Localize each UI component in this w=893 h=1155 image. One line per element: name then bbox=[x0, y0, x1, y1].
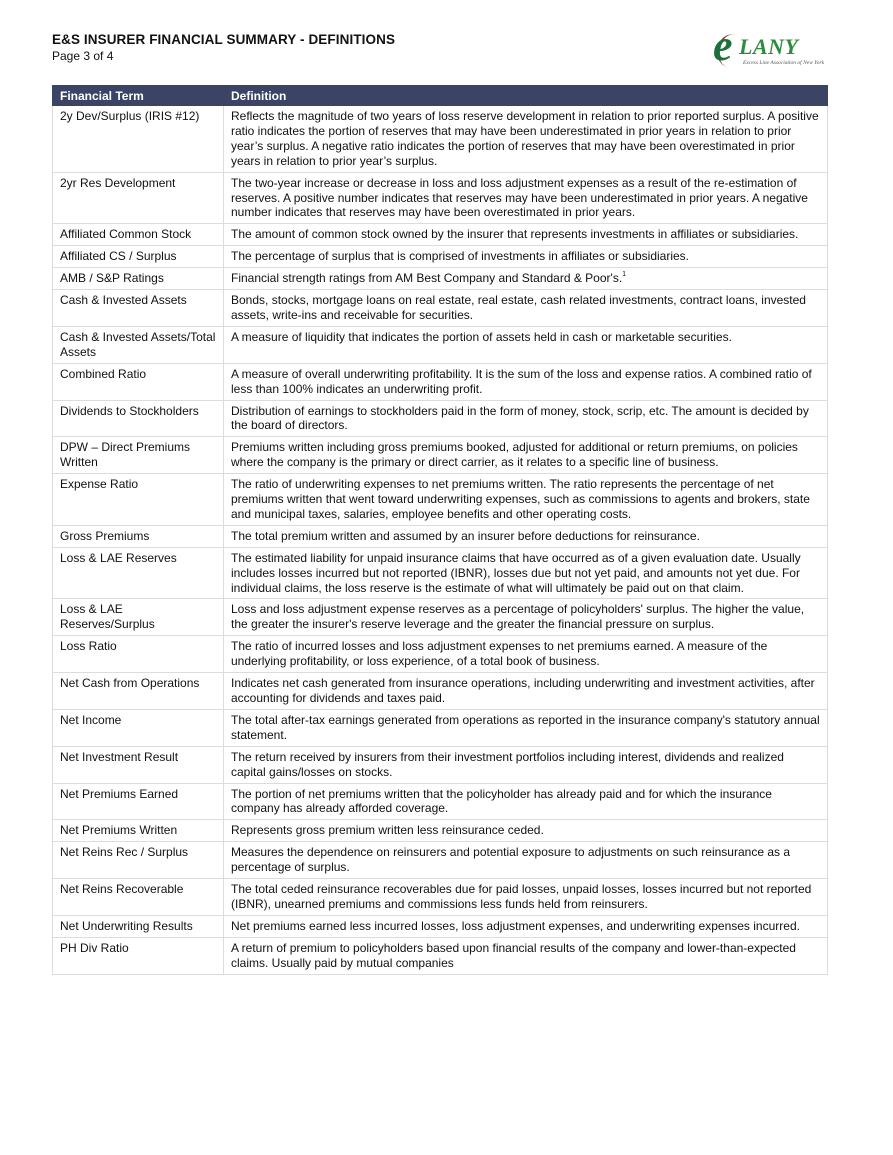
logo-tagline: Excess Line Association of New York bbox=[743, 60, 825, 66]
financial-term: Net Investment Result bbox=[53, 746, 224, 783]
column-header-term: Financial Term bbox=[53, 86, 224, 106]
definition bbox=[224, 106, 828, 173]
financial-term: Loss & LAE Reserves bbox=[53, 547, 224, 599]
definition bbox=[224, 290, 828, 327]
table-header-row bbox=[53, 86, 828, 106]
definition-text: The portion of net premiums written that the policyholder has already paid and for which the insurance company has already afforded coverage. bbox=[231, 786, 772, 816]
definition-text: The percentage of surplus that is comprised of investments in affiliates or subsidiaries. bbox=[231, 249, 690, 264]
table-row bbox=[53, 842, 828, 879]
definition bbox=[224, 599, 828, 636]
financial-term: Net Premiums Earned bbox=[53, 783, 224, 820]
financial-term: Cash & Invested Assets/Total Assets bbox=[53, 326, 224, 363]
logo-letter-e: e bbox=[713, 21, 733, 70]
table-row bbox=[53, 172, 828, 224]
financial-term: Cash & Invested Assets bbox=[53, 290, 224, 327]
definition bbox=[224, 363, 828, 400]
definitions-table bbox=[52, 85, 828, 975]
table-row bbox=[53, 746, 828, 783]
table-row bbox=[53, 437, 828, 474]
table-row bbox=[53, 326, 828, 363]
financial-term: Net Income bbox=[53, 709, 224, 746]
definition-text: The two-year increase or decrease in loss and loss adjustment expenses as a result of the re-estimation of reserves. A positive number indicates that reserves may have been underestimated in prior years. A negative number indicates that reserves may have been overestimated in prior years. bbox=[231, 175, 808, 220]
definition-text: The amount of common stock owned by the insurer that represents investments in affiliates or subsidiaries. bbox=[231, 227, 799, 242]
definition-text: Financial strength ratings from AM Best Company and Standard & Poor's. bbox=[231, 271, 623, 286]
definition bbox=[224, 525, 828, 547]
table-row bbox=[53, 636, 828, 673]
definition bbox=[224, 224, 828, 246]
definition-text: The return received by insurers from their investment portfolios including interest, dividends and realized capital gains/losses on stocks. bbox=[231, 749, 784, 779]
financial-term: Combined Ratio bbox=[53, 363, 224, 400]
definition bbox=[224, 746, 828, 783]
definition-text: Reflects the magnitude of two years of loss reserve development in relation to prior reported surplus. A positive ratio indicates the portion of reserves that may have been underestimated in prior years in relation to prior year’s surplus. A negative ratio indicates the portion of reserves that may have been overestimated in prior years in relation to prior year’s surplus. bbox=[231, 109, 819, 168]
financial-term: Dividends to Stockholders bbox=[53, 400, 224, 437]
definition-text: The total premium written and assumed by an insurer before deductions for reinsurance. bbox=[231, 528, 700, 543]
table-row bbox=[53, 363, 828, 400]
definition-text: The estimated liability for unpaid insurance claims that have occurred as of a given evaluation date. Usually includes losses incurred but not reported (IBNR), losses due but not yet paid, and amounts not yet due. For individual claims, the loss reserve is the estimate of what will ultimately be paid out on that claim. bbox=[231, 550, 801, 595]
column-header-definition: Definition bbox=[224, 86, 828, 106]
financial-term: Affiliated Common Stock bbox=[53, 224, 224, 246]
definition-text: The ratio of underwriting expenses to net premiums written. The ratio represents the percentage of net premiums written that went toward underwriting expenses, such as commissions to agents and brokers, state and municipal taxes, salaries, employee benefits and other operating costs. bbox=[231, 477, 810, 521]
table-body bbox=[53, 106, 828, 975]
definition bbox=[224, 915, 828, 937]
table-row bbox=[53, 224, 828, 246]
definition-text: The total ceded reinsurance recoverables due for paid losses, unpaid losses, losses incurred but not reported (IBNR), unearned premiums and commissions less funds held from reinsurers. bbox=[231, 882, 812, 911]
financial-term: Net Underwriting Results bbox=[53, 915, 224, 937]
table-row bbox=[53, 709, 828, 746]
financial-term: Net Cash from Operations bbox=[53, 673, 224, 710]
table-row bbox=[53, 915, 828, 937]
definition bbox=[224, 842, 828, 879]
page-header bbox=[52, 21, 827, 80]
definition-text: Indicates net cash generated from insurance operations, including underwriting and investment activities, after accounting for dividends and taxes paid. bbox=[231, 676, 815, 705]
table-row bbox=[53, 783, 828, 820]
definition bbox=[224, 268, 828, 290]
definition bbox=[224, 474, 828, 526]
table-row bbox=[53, 820, 828, 842]
definition bbox=[224, 400, 828, 437]
definition bbox=[224, 709, 828, 746]
definition-text: Net premiums earned less incurred losses, loss adjustment expenses, and underwriting expenses incurred. bbox=[231, 918, 800, 933]
table-row bbox=[53, 879, 828, 916]
definition-text: A measure of liquidity that indicates the portion of assets held in cash or marketable securities. bbox=[231, 329, 732, 344]
definition bbox=[224, 326, 828, 363]
definition bbox=[224, 246, 828, 268]
financial-term: Gross Premiums bbox=[53, 525, 224, 547]
financial-term: 2yr Res Development bbox=[53, 172, 224, 224]
definition-text: A measure of overall underwriting profitability. It is the sum of the loss and expense ratios. A combined ratio of less than 100% indicates an underwriting profit. bbox=[231, 366, 812, 396]
definition bbox=[224, 547, 828, 599]
financial-term: AMB / S&P Ratings bbox=[53, 268, 224, 290]
financial-term: Net Premiums Written bbox=[53, 820, 224, 842]
financial-term: Net Reins Recoverable bbox=[53, 879, 224, 916]
financial-term: DPW – Direct Premiums Written bbox=[53, 437, 224, 474]
definition bbox=[224, 879, 828, 916]
financial-term: Loss & LAE Reserves/Surplus bbox=[53, 599, 224, 636]
table-row bbox=[53, 474, 828, 526]
financial-term: 2y Dev/Surplus (IRIS #12) bbox=[53, 106, 224, 173]
table-row bbox=[53, 290, 828, 327]
financial-term: Expense Ratio bbox=[53, 474, 224, 526]
table-row bbox=[53, 673, 828, 710]
financial-term: Affiliated CS / Surplus bbox=[53, 246, 224, 268]
financial-term: Loss Ratio bbox=[53, 636, 224, 673]
definition-text: The ratio of incurred losses and loss adjustment expenses to net premiums earned. A measure of the underlying profitability, or loss experience, of a total book of business. bbox=[231, 639, 768, 669]
definition bbox=[224, 172, 828, 224]
definition-text: The total after-tax earnings generated from operations as reported in the insurance company's statutory annual statement. bbox=[231, 712, 820, 742]
table-row bbox=[53, 547, 828, 599]
page-number: Page 3 of 4 bbox=[52, 49, 114, 63]
footnote-marker: 1 bbox=[622, 271, 627, 279]
definition bbox=[224, 437, 828, 474]
definition bbox=[224, 673, 828, 710]
table-row bbox=[53, 106, 828, 173]
table-row bbox=[53, 268, 828, 290]
definition bbox=[224, 937, 828, 974]
table-row bbox=[53, 525, 828, 547]
definition-text: A return of premium to policyholders based upon financial results of the company and lower-than-expected claims. Usually paid by mutual companies bbox=[231, 940, 796, 970]
definition-text: Represents gross premium written less reinsurance ceded. bbox=[231, 823, 544, 838]
financial-term: PH Div Ratio bbox=[53, 937, 224, 974]
table-row bbox=[53, 599, 828, 636]
definition-text: Measures the dependence on reinsurers and potential exposure to adjustments on such reinsurance as a percentage of surplus. bbox=[231, 845, 791, 875]
definition bbox=[224, 636, 828, 673]
table-row bbox=[53, 400, 828, 437]
table-row bbox=[53, 937, 828, 974]
definition-text: Premiums written including gross premiums booked, adjusted for additional or return premiums, on policies where the company is the primary or direct carrier, as it relates to a specific line of business. bbox=[231, 440, 798, 470]
table-row bbox=[53, 246, 828, 268]
definition bbox=[224, 820, 828, 842]
elany-logo bbox=[713, 21, 825, 74]
document-title: E&S INSURER FINANCIAL SUMMARY - DEFINITIONS bbox=[52, 32, 396, 47]
definition-text: Loss and loss adjustment expense reserves as a percentage of policyholders' surplus. The higher the value, the greater the insurer's reserve leverage and the greater the financial pressure on surplus. bbox=[231, 602, 805, 632]
logo-wordmark: LANY bbox=[739, 34, 799, 59]
definition bbox=[224, 783, 828, 820]
definition-text: Distribution of earnings to stockholders paid in the form of money, stock, scrip, etc. The amount is decided by the board of directors. bbox=[231, 403, 809, 433]
financial-term: Net Reins Rec / Surplus bbox=[53, 842, 224, 879]
definition-text: Bonds, stocks, mortgage loans on real estate, real estate, cash related investments, contract loans, invested assets, write-ins and receivable for securities. bbox=[231, 293, 806, 322]
